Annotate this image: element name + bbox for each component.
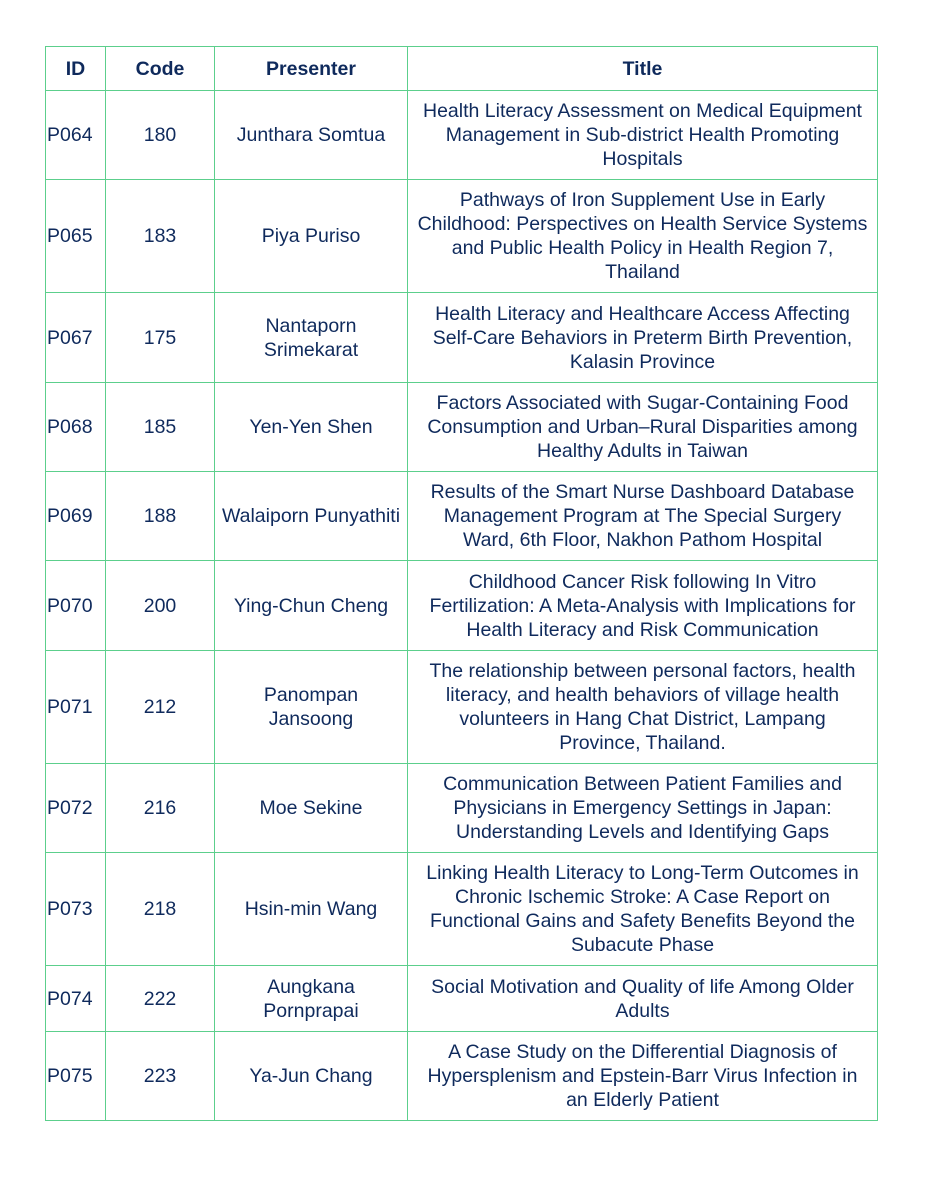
- row-title: Health Literacy and Healthcare Access Affecting Self-Care Behaviors in Preterm Birth Prevention, Kalasin Province: [408, 293, 878, 383]
- row-presenter: Nantaporn Srimekarat: [215, 293, 408, 383]
- row-id: P072: [46, 764, 106, 853]
- row-presenter: Panompan Jansoong: [215, 651, 408, 764]
- table-row: [46, 383, 878, 472]
- row-code: 223: [106, 1032, 215, 1121]
- row-presenter: Ying-Chun Cheng: [215, 561, 408, 651]
- row-presenter: Walaiporn Punyathiti: [215, 472, 408, 561]
- row-code: 180: [106, 91, 215, 180]
- row-title: Childhood Cancer Risk following In Vitro Fertilization: A Meta-Analysis with Implications for Health Literacy and Risk Communication: [408, 561, 878, 651]
- row-presenter: Aungkana Pornprapai: [215, 966, 408, 1032]
- row-code: 188: [106, 472, 215, 561]
- header-row: [46, 47, 878, 91]
- row-code: 216: [106, 764, 215, 853]
- row-code: 222: [106, 966, 215, 1032]
- table-row: [46, 180, 878, 293]
- header-presenter: Presenter: [215, 47, 408, 91]
- row-id: P070: [46, 561, 106, 651]
- row-title: Results of the Smart Nurse Dashboard Database Management Program at The Special Surgery Ward, 6th Floor, Nakhon Pathom Hospital: [408, 472, 878, 561]
- row-presenter: Yen-Yen Shen: [215, 383, 408, 472]
- row-presenter: Piya Puriso: [215, 180, 408, 293]
- table-row: [46, 472, 878, 561]
- row-id: P073: [46, 853, 106, 966]
- row-title: Communication Between Patient Families and Physicians in Emergency Settings in Japan: Understanding Levels and Identifying Gaps: [408, 764, 878, 853]
- row-id: P069: [46, 472, 106, 561]
- row-presenter: Junthara Somtua: [215, 91, 408, 180]
- row-id: P068: [46, 383, 106, 472]
- presentation-schedule-table: [45, 46, 878, 1121]
- row-id: P071: [46, 651, 106, 764]
- row-id: P067: [46, 293, 106, 383]
- table-row: [46, 966, 878, 1032]
- row-code: 185: [106, 383, 215, 472]
- table-row: [46, 853, 878, 966]
- row-code: 212: [106, 651, 215, 764]
- row-id: P074: [46, 966, 106, 1032]
- row-id: P064: [46, 91, 106, 180]
- table-row: [46, 1032, 878, 1121]
- row-title: The relationship between personal factors, health literacy, and health behaviors of village health volunteers in Hang Chat District, Lampang Province, Thailand.: [408, 651, 878, 764]
- row-code: 200: [106, 561, 215, 651]
- table-row: [46, 764, 878, 853]
- table-row: [46, 91, 878, 180]
- row-code: 175: [106, 293, 215, 383]
- row-code: 218: [106, 853, 215, 966]
- row-id: P075: [46, 1032, 106, 1121]
- header-title: Title: [408, 47, 878, 91]
- row-presenter: Ya-Jun Chang: [215, 1032, 408, 1121]
- row-presenter: Hsin-min Wang: [215, 853, 408, 966]
- table-body: [46, 91, 878, 1121]
- row-title: Factors Associated with Sugar-Containing Food Consumption and Urban–Rural Disparities among Healthy Adults in Taiwan: [408, 383, 878, 472]
- table-row: [46, 561, 878, 651]
- header-id: ID: [46, 47, 106, 91]
- table-row: [46, 651, 878, 764]
- header-code: Code: [106, 47, 215, 91]
- table-header: [46, 47, 878, 91]
- presentation-schedule-table-wrapper: [45, 46, 877, 1121]
- table-row: [46, 293, 878, 383]
- row-id: P065: [46, 180, 106, 293]
- row-presenter: Moe Sekine: [215, 764, 408, 853]
- row-title: Health Literacy Assessment on Medical Equipment Management in Sub-district Health Promoting Hospitals: [408, 91, 878, 180]
- row-title: A Case Study on the Differential Diagnosis of Hypersplenism and Epstein-Barr Virus Infection in an Elderly Patient: [408, 1032, 878, 1121]
- row-title: Pathways of Iron Supplement Use in Early Childhood: Perspectives on Health Service Systems and Public Health Policy in Health Region 7, Thailand: [408, 180, 878, 293]
- row-title: Social Motivation and Quality of life Among Older Adults: [408, 966, 878, 1032]
- row-code: 183: [106, 180, 215, 293]
- row-title: Linking Health Literacy to Long-Term Outcomes in Chronic Ischemic Stroke: A Case Report on Functional Gains and Safety Benefits Beyond the Subacute Phase: [408, 853, 878, 966]
